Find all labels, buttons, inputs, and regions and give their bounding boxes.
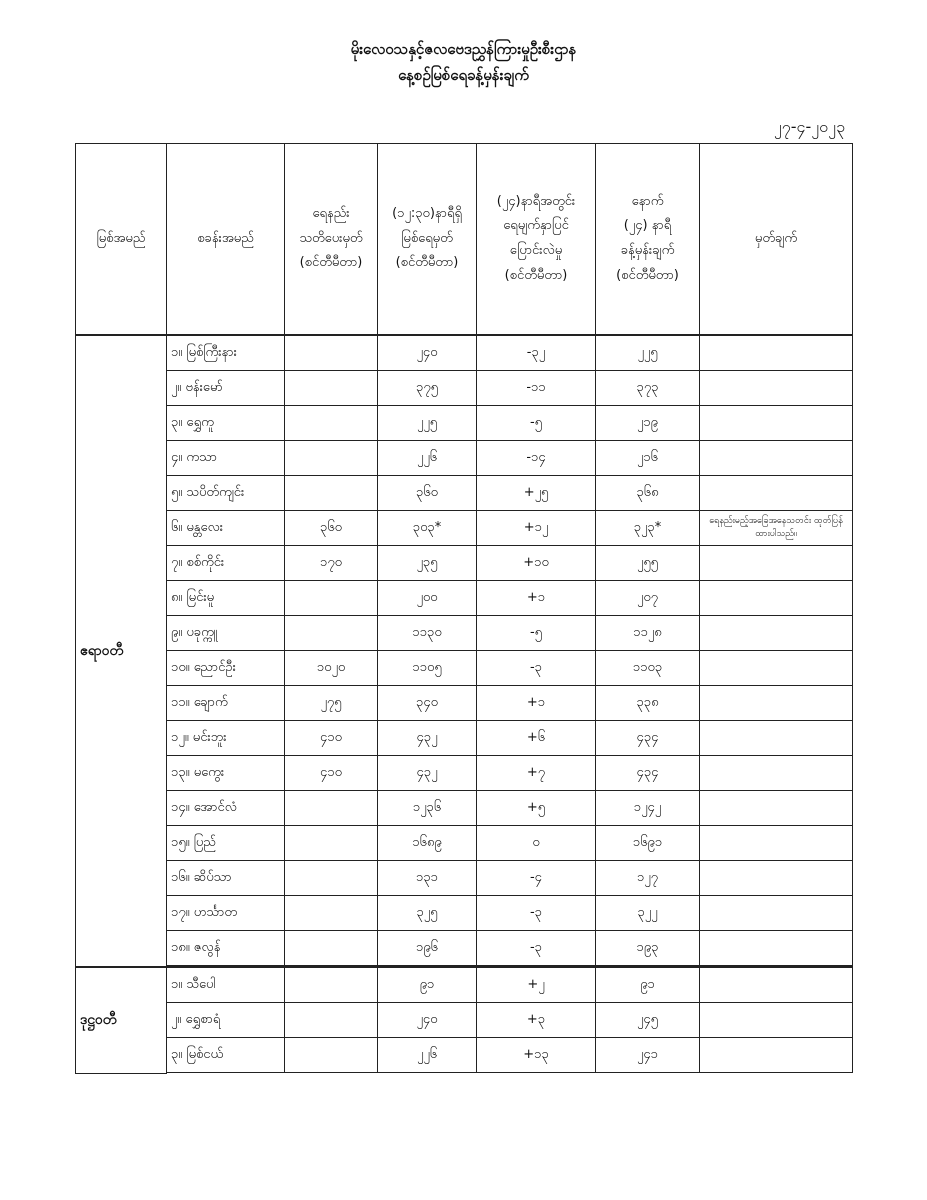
station-cell: ၁၆။ ဆိပ်သာ: [167, 861, 285, 896]
page-title: မိုးလေဝသနှင့်ဇလဗေဒညွှန်ကြားမှုဦးစီးဌာန: [350, 40, 577, 58]
station-cell: ၁၇။ ဟင်္သာတ: [167, 896, 285, 931]
station-cell: ၇။ စစ်ကိုင်း: [167, 546, 285, 581]
table-body: [76, 335, 853, 1073]
table-row: [76, 616, 853, 651]
low-warning-cell: [285, 1003, 378, 1038]
change-cell: -၃: [477, 931, 596, 966]
station-cell: ၁၁။ ချောက်: [167, 686, 285, 721]
forecast-cell: ၁၁၂၈: [596, 616, 700, 651]
low-warning-cell: [285, 406, 378, 441]
water-level-cell: ၃၆၀: [378, 476, 477, 511]
forecast-cell: ၃၃၈: [596, 686, 700, 721]
station-cell: ၁။ မြစ်ကြီးနား: [167, 335, 285, 371]
low-warning-cell: [285, 616, 378, 651]
forecast-cell: ၃၂၂: [596, 896, 700, 931]
station-cell: ၄။ ကသာ: [167, 441, 285, 476]
water-level-cell: ၁၉၆: [378, 931, 477, 966]
station-cell: ၂။ ရွှေစာရံ: [167, 1003, 285, 1038]
river-name-cell: ဧရာဝတီ: [76, 335, 167, 967]
remark-cell: [700, 756, 853, 791]
station-cell: ၈။ မြင်းမူ: [167, 581, 285, 616]
forecast-cell: ၂၁၉: [596, 406, 700, 441]
remark-cell: [700, 826, 853, 861]
change-cell: +၂: [477, 967, 596, 1003]
forecast-cell: ၁၂၄၂: [596, 791, 700, 826]
water-level-cell: ၂၃၅: [378, 546, 477, 581]
table-row: [76, 335, 853, 371]
table-row: [76, 1003, 853, 1038]
page-subtitle: နေ့စဉ်မြစ်ရေခန့်မှန်းချက်: [398, 66, 529, 84]
low-warning-cell: [285, 476, 378, 511]
forecast-cell: ၃၆၈: [596, 476, 700, 511]
station-cell: ၁၂။ မင်းဘူး: [167, 721, 285, 756]
remark-cell: [700, 406, 853, 441]
water-level-cell: ၂၀၀: [378, 581, 477, 616]
table-row: [76, 476, 853, 511]
table-row: [76, 651, 853, 686]
remark-cell: [700, 616, 853, 651]
table-row: [76, 546, 853, 581]
forecast-cell: ၉၁: [596, 967, 700, 1003]
change-cell: +၁၂: [477, 511, 596, 546]
remark-cell: [700, 651, 853, 686]
table-row: [76, 931, 853, 966]
change-cell: +၆: [477, 721, 596, 756]
change-cell: -၁၁: [477, 371, 596, 406]
water-level-cell: ၉၁: [378, 967, 477, 1003]
low-warning-cell: ၁၇၀: [285, 546, 378, 581]
change-cell: +၂၅: [477, 476, 596, 511]
table-row: [76, 511, 853, 546]
low-warning-cell: [285, 335, 378, 371]
remark-cell: [700, 546, 853, 581]
spacer-cell: [700, 1073, 853, 1074]
remark-cell: [700, 476, 853, 511]
water-level-cell: ၂၂၆: [378, 441, 477, 476]
water-level-cell: ၃၄၀: [378, 686, 477, 721]
change-cell: +၁၃: [477, 1038, 596, 1073]
station-cell: ၅။ သပိတ်ကျင်း: [167, 476, 285, 511]
change-cell: +၃: [477, 1003, 596, 1038]
water-level-cell: ၁၆၈၉: [378, 826, 477, 861]
water-level-cell: ၂၂၅: [378, 406, 477, 441]
water-level-cell: ၂၄၀: [378, 1003, 477, 1038]
low-warning-cell: ၃၆၀: [285, 511, 378, 546]
table-row: [76, 371, 853, 406]
change-cell: -၁၄: [477, 441, 596, 476]
change-cell: -၃: [477, 896, 596, 931]
remark-cell: [700, 1038, 853, 1073]
change-cell: -၃၂: [477, 335, 596, 371]
remark-cell: [700, 581, 853, 616]
table-row: [76, 686, 853, 721]
station-cell: ၁၃။ မကွေး: [167, 756, 285, 791]
remark-cell: [700, 441, 853, 476]
header-low-warning: ရေနည်း သတိပေးမှတ် (စင်တီမီတာ): [285, 144, 378, 336]
river-level-table: [75, 143, 853, 1074]
change-cell: +၇: [477, 756, 596, 791]
remark-cell: [700, 896, 853, 931]
station-cell: ၂။ ဗန်းမော်: [167, 371, 285, 406]
river-name-cell: ဒုဋ္ဌဝတီ: [76, 967, 167, 1073]
header-remark: မှတ်ချက်: [700, 144, 853, 336]
water-level-cell: ၁၃၁: [378, 861, 477, 896]
table-row: [76, 721, 853, 756]
low-warning-cell: ၄၁၀: [285, 721, 378, 756]
header-station: စခန်းအမည်: [167, 144, 285, 336]
remark-cell: [700, 335, 853, 371]
spacer-cell: [477, 1073, 596, 1074]
forecast-cell: ၂၄၅: [596, 1003, 700, 1038]
header-water-level: (၁၂:၃၀)နာရီရှိ မြစ်ရေမှတ် (စင်တီမီတာ): [378, 144, 477, 336]
table-row: [76, 441, 853, 476]
table-row: [76, 406, 853, 441]
change-cell: -၃: [477, 651, 596, 686]
forecast-cell: ၂၂၅: [596, 335, 700, 371]
change-cell: +၁: [477, 686, 596, 721]
remark-cell: [700, 686, 853, 721]
station-cell: ၉။ ပခုက္ကူ: [167, 616, 285, 651]
change-cell: -၅: [477, 406, 596, 441]
spacer-cell: [285, 1073, 378, 1074]
station-cell: ၁၀။ ညောင်ဦး: [167, 651, 285, 686]
station-cell: ၃။ မြစ်ငယ်: [167, 1038, 285, 1073]
table-row: [76, 756, 853, 791]
water-level-cell: ၂၄၀: [378, 335, 477, 371]
forecast-cell: ၂၅၅: [596, 546, 700, 581]
remark-cell: [700, 1003, 853, 1038]
forecast-cell: ၄၃၄: [596, 756, 700, 791]
forecast-cell: ၂၁၆: [596, 441, 700, 476]
station-cell: ၁၈။ ဇလွန်: [167, 931, 285, 966]
low-warning-cell: ၄၁၀: [285, 756, 378, 791]
water-level-cell: ၄၃၂: [378, 756, 477, 791]
station-cell: ၆။ မန္တလေး: [167, 511, 285, 546]
report-date: ၂၇-၄-၂၀၂၃: [773, 117, 845, 136]
water-level-cell: ၃၂၅: [378, 896, 477, 931]
low-warning-cell: ၁၀၂၀: [285, 651, 378, 686]
forecast-cell: ၁၂၇: [596, 861, 700, 896]
low-warning-cell: [285, 371, 378, 406]
water-level-cell: ၁၂၃၆: [378, 791, 477, 826]
water-level-cell: ၃၀၃*: [378, 511, 477, 546]
remark-cell: [700, 721, 853, 756]
remark-cell: [700, 931, 853, 966]
low-warning-cell: [285, 967, 378, 1003]
change-cell: -၄: [477, 861, 596, 896]
change-cell: ၀: [477, 826, 596, 861]
table-row: [76, 967, 853, 1003]
station-cell: ၃။ ရွှေကူ: [167, 406, 285, 441]
low-warning-cell: ၂၇၅: [285, 686, 378, 721]
header-row: [76, 144, 853, 336]
forecast-cell: ၃၇၃: [596, 371, 700, 406]
remark-cell: [700, 861, 853, 896]
forecast-cell: ၂၄၁: [596, 1038, 700, 1073]
low-warning-cell: [285, 861, 378, 896]
forecast-cell: ၁၆၉၁: [596, 826, 700, 861]
water-level-cell: ၁၁၃၀: [378, 616, 477, 651]
spacer-cell: [596, 1073, 700, 1074]
header-change: (၂၄)နာရီအတွင်း ရေမျက်နှာပြင် ပြောင်းလဲမှု (စင်တီမီတာ): [477, 144, 596, 336]
water-level-cell: ၁၁၀၅: [378, 651, 477, 686]
forecast-cell: ၂၀၇: [596, 581, 700, 616]
table-row: [76, 1038, 853, 1073]
station-cell: ၁၄။ အောင်လံ: [167, 791, 285, 826]
table-row: [76, 826, 853, 861]
low-warning-cell: [285, 441, 378, 476]
low-warning-cell: [285, 931, 378, 966]
change-cell: +၅: [477, 791, 596, 826]
table-row: [76, 791, 853, 826]
change-cell: -၅: [477, 616, 596, 651]
remark-cell: [700, 791, 853, 826]
low-warning-cell: [285, 896, 378, 931]
low-warning-cell: [285, 1038, 378, 1073]
table-row: [76, 581, 853, 616]
table-row: [76, 896, 853, 931]
remark-cell: [700, 371, 853, 406]
low-warning-cell: [285, 826, 378, 861]
water-level-cell: ၄၃၂: [378, 721, 477, 756]
forecast-cell: ၃၂၃*: [596, 511, 700, 546]
forecast-cell: ၁၁၀၃: [596, 651, 700, 686]
header-forecast: နောက် (၂၄) နာရီ ခန့်မှန်းချက် (စင်တီမီတာ): [596, 144, 700, 336]
table-row: [76, 861, 853, 896]
spacer-cell: [378, 1073, 477, 1074]
change-cell: +၁: [477, 581, 596, 616]
low-warning-cell: [285, 581, 378, 616]
remark-cell: [700, 967, 853, 1003]
forecast-cell: ၄၃၄: [596, 721, 700, 756]
low-warning-cell: [285, 791, 378, 826]
forecast-cell: ၁၉၃: [596, 931, 700, 966]
spacer-cell: [167, 1073, 285, 1074]
header-river: မြစ်အမည်: [76, 144, 167, 336]
water-level-cell: ၂၂၆: [378, 1038, 477, 1073]
change-cell: +၁၀: [477, 546, 596, 581]
remark-cell: ရေနည်းမည့်အခြေအနေသတင်း ထုတ်ပြန်ထားပါသည်။: [700, 511, 853, 546]
water-level-cell: ၃၇၅: [378, 371, 477, 406]
station-cell: ၁၅။ ပြည်: [167, 826, 285, 861]
row-spacer: [76, 1073, 853, 1074]
station-cell: ၁။ သီပေါ: [167, 967, 285, 1003]
